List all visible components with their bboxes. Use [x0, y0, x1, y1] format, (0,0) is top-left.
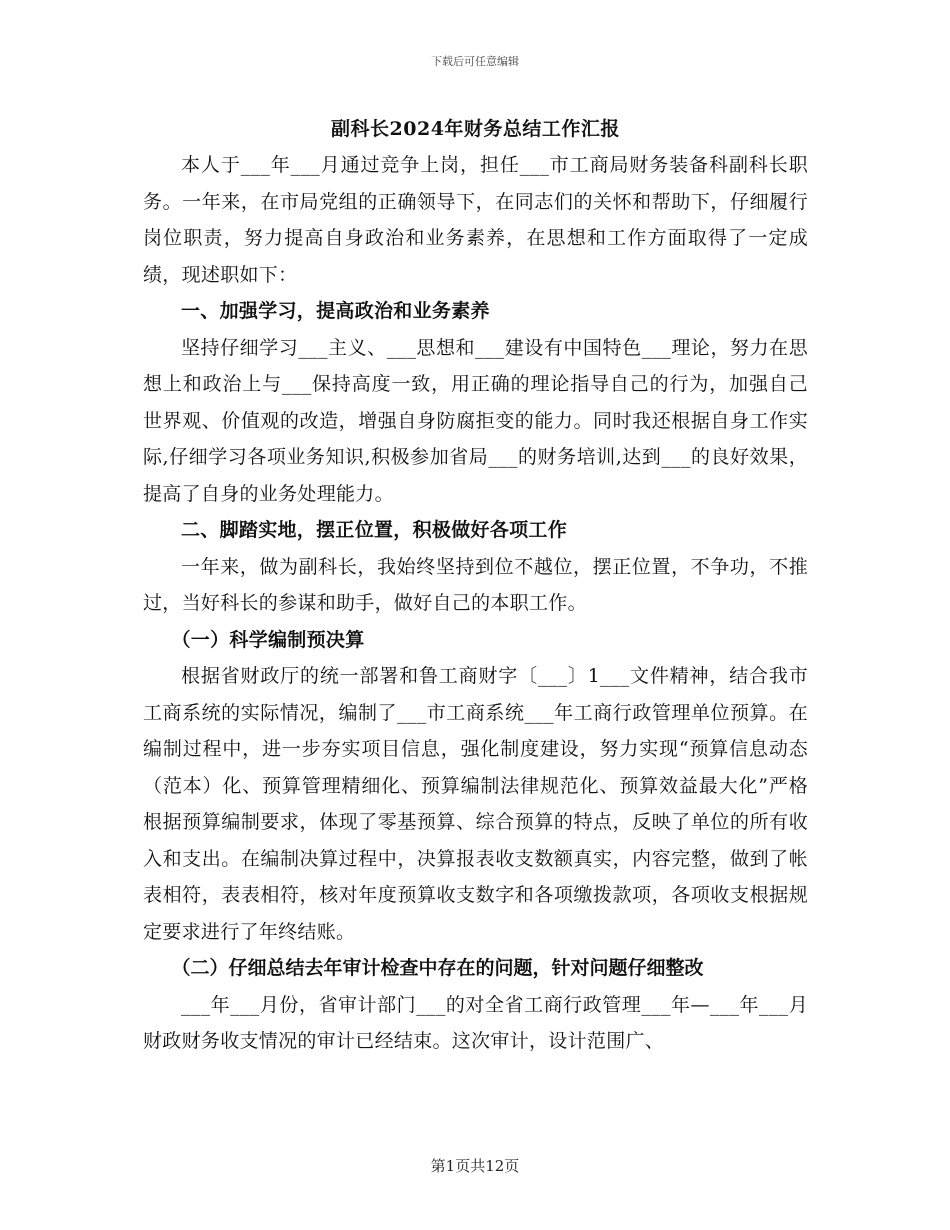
section-heading-1: 一、加强学习，提高政治和业务素养 — [181, 300, 490, 322]
page-header: 下载后可任意编辑 — [431, 55, 519, 68]
subsection-heading-1: （一）科学编制预决算 — [171, 628, 365, 651]
paragraph-role: 一年来，做为副科长，我始终坚持到位不越位，摆正位置，不争功，不推过，当好科长的参谋和助手，做好自己的本职工作。 — [143, 555, 808, 614]
document-title: 副科长2024年财务总结工作汇报 — [331, 118, 620, 140]
paragraph-study: 坚持仔细学习___主义、___思想和___建设有中国特色___理论，努力在思想上和政治上与___保持高度一致，用正确的理论指导自己的行为，加强自己世界观、价值观的改造，增强自身防腐拒变的能力。同时我还根据自身工作实际,仔细学习各项业务知识,积极参加省局___的财务培训,达到___的良好效果，提高了自身的业务处理能力。 — [143, 336, 808, 505]
paragraph-audit: ___年___月份，省审计部门___的对全省工商行政管理___年—___年___月财政财务收支情况的审计已经结束。这次审计，设计范围广、 — [143, 993, 808, 1052]
paragraph-budget: 根据省财政厅的统一部署和鲁工商财字〔___〕1___文件精神，结合我市工商系统的实际情况，编制了___市工商系统___年工商行政管理单位预算。在编制过程中，进一步夯实项目信息，强化制度建设，努力实现“预算信息动态（范本）化、预算管理精细化、预算编制法律规范化、预算效益最大化”严格根据预算编制要求，体现了零基预算、综合预算的特点，反映了单位的所有收入和支出。在编制决算过程中，决算报表收支数额真实，内容完整，做到了帐表相符，表表相符，核对年度预算收支数字和各项缴拨款项，各项收支根据规定要求进行了年终结账。 — [143, 665, 808, 943]
section-heading-2: 二、脚踏实地，摆正位置，积极做好各项工作 — [181, 519, 568, 541]
subsection-heading-2: （二）仔细总结去年审计检查中存在的问题，针对问题仔细整改 — [171, 957, 704, 979]
paragraph-intro: 本人于___年___月通过竞争上岗，担任___市工商局财务装备科副科长职务。一年来，在市局党组的正确领导下，在同志们的关怀和帮助下，仔细履行岗位职责，努力提高自身政治和业务素养，在思想和工作方面取得了一定成绩，现述职如下： — [143, 154, 808, 286]
page-number: 第1页共12页 — [430, 1157, 520, 1175]
document-body — [143, 111, 808, 1060]
